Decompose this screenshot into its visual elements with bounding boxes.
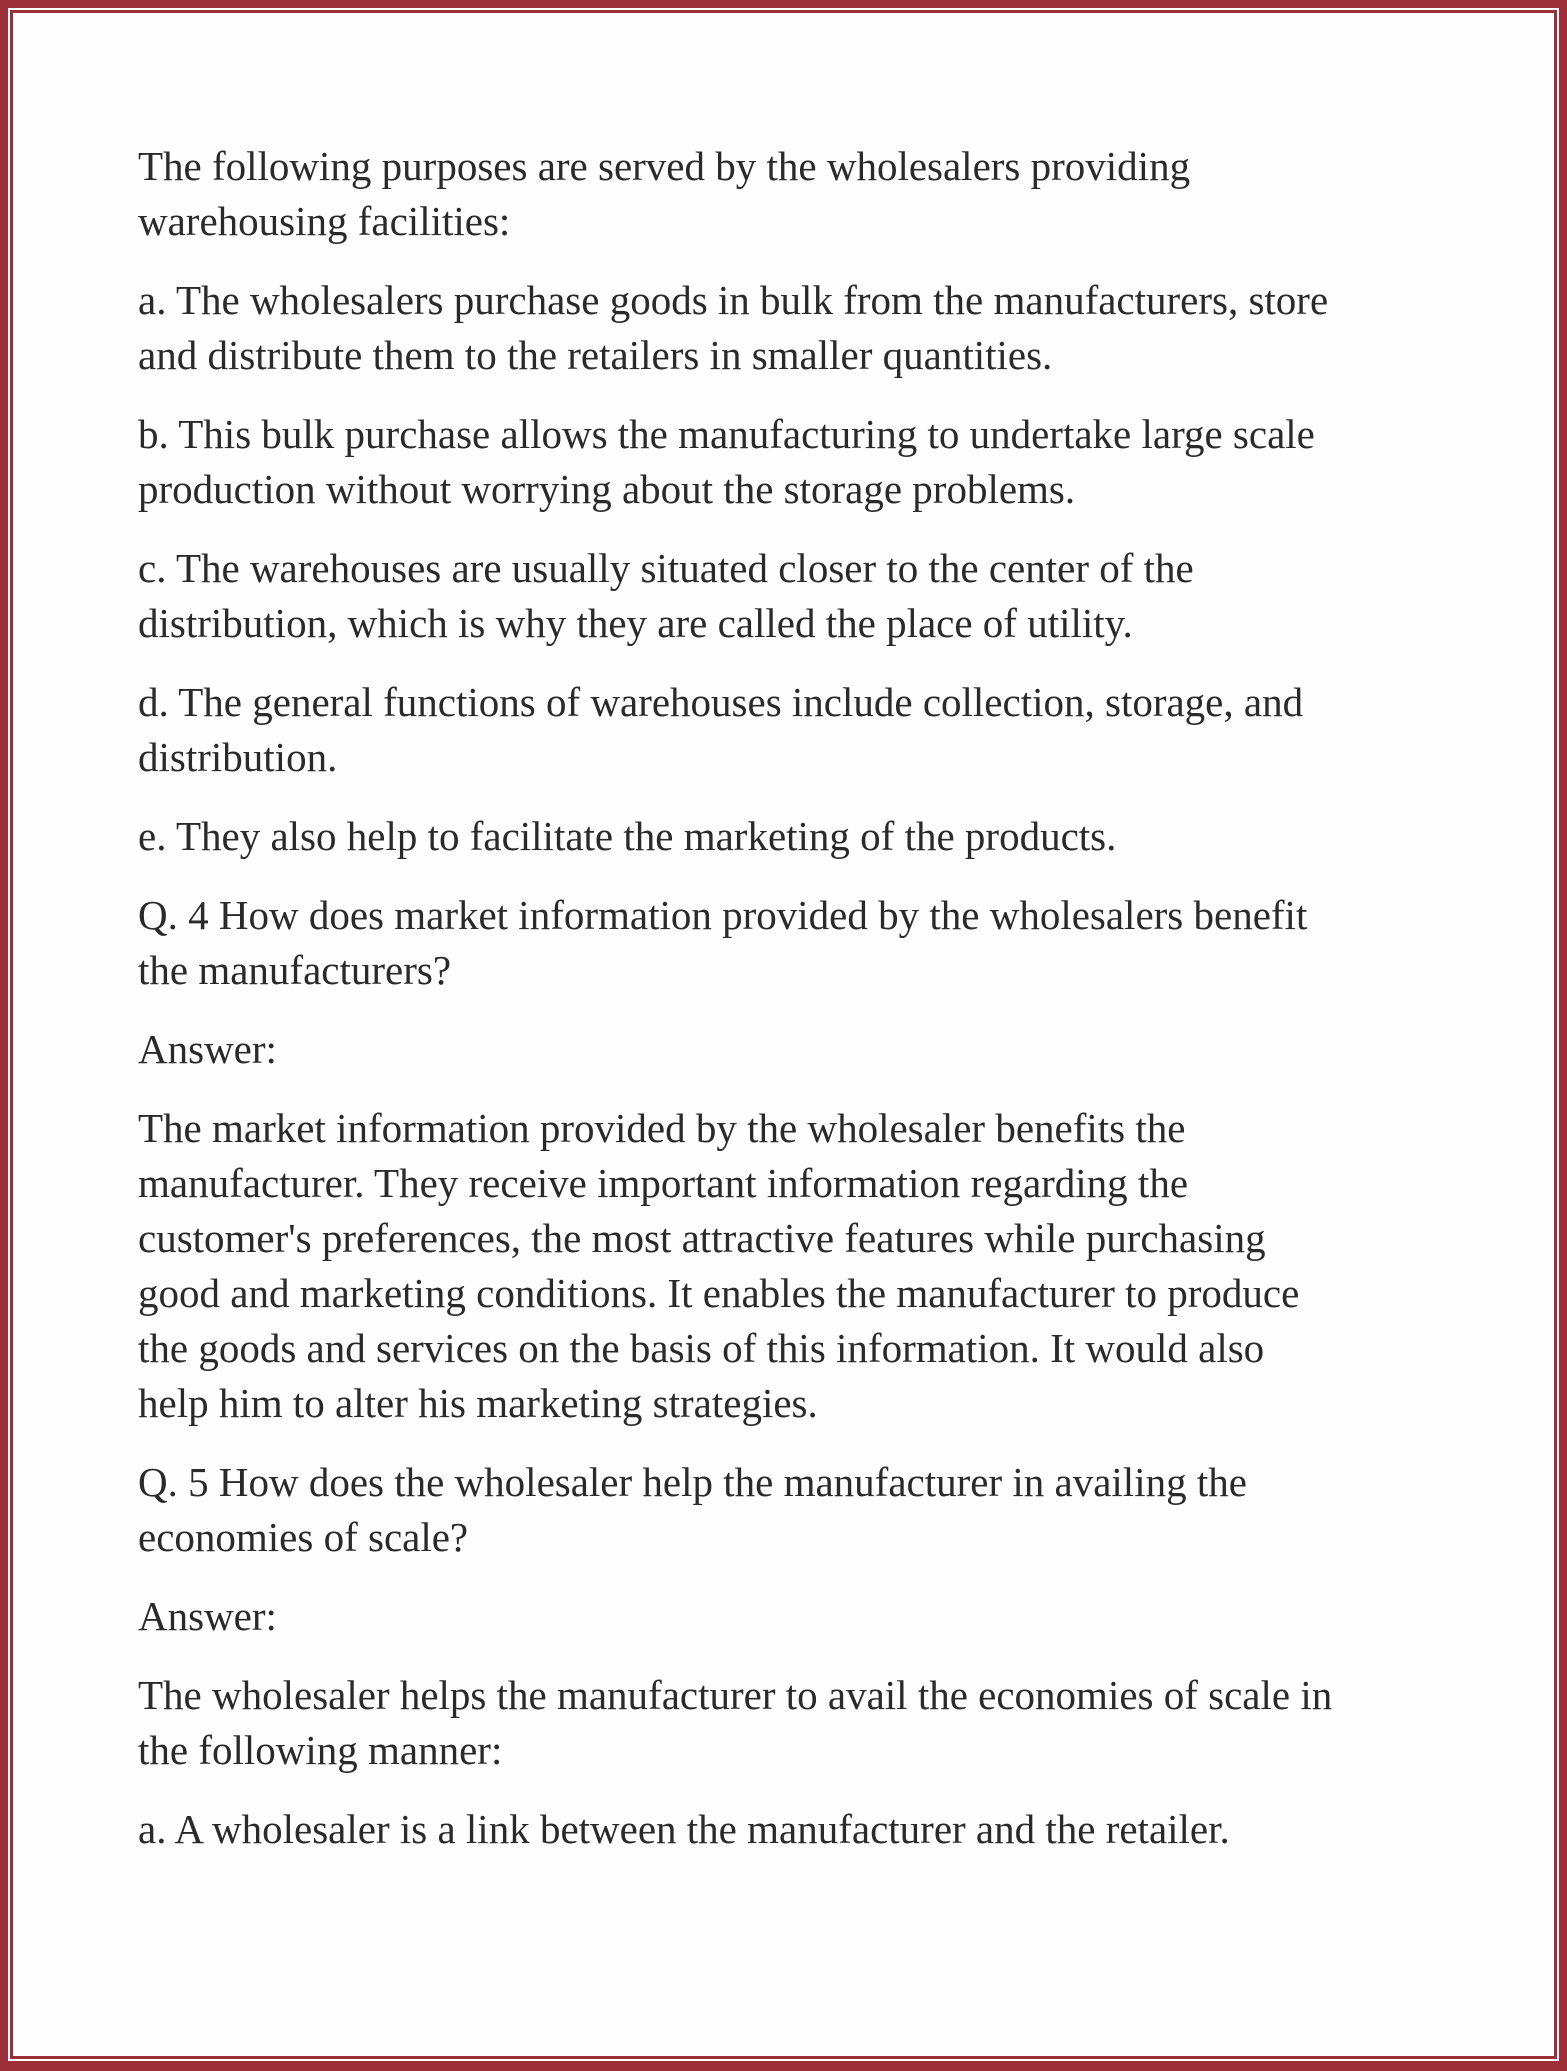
text-line: the goods and services on the basis of this information. It would also: [138, 1325, 1265, 1371]
text-line: a. The wholesalers purchase goods in bulk from the manufacturers, store: [138, 277, 1329, 323]
paragraph: [138, 1101, 1458, 1431]
text-line: b. This bulk purchase allows the manufacturing to undertake large scale: [138, 411, 1315, 457]
text-line: e. They also help to facilitate the marketing of the products.: [138, 813, 1117, 859]
paragraph: [138, 541, 1458, 651]
text-line: a. A wholesaler is a link between the manufacturer and the retailer.: [138, 1806, 1230, 1852]
paragraph: [138, 675, 1458, 785]
paragraph: [138, 1668, 1458, 1778]
text-line: The following purposes are served by the wholesalers providing: [138, 143, 1191, 189]
page: [8, 8, 1559, 2061]
paragraph: [138, 273, 1458, 383]
text-line: the manufacturers?: [138, 947, 452, 993]
text-line: the following manner:: [138, 1727, 503, 1773]
text-line: c. The warehouses are usually situated closer to the center of the: [138, 545, 1194, 591]
text-line: help him to alter his marketing strategies.: [138, 1380, 818, 1426]
document-body: [138, 139, 1458, 1881]
text-line: Answer:: [138, 1026, 277, 1072]
paragraph: [138, 407, 1458, 517]
paragraph: [138, 139, 1458, 249]
text-line: The wholesaler helps the manufacturer to avail the economies of scale in: [138, 1672, 1333, 1718]
text-line: Q. 5 How does the wholesaler help the manufacturer in availing the: [138, 1459, 1247, 1505]
paragraph: [138, 888, 1458, 998]
text-line: production without worrying about the storage problems.: [138, 466, 1076, 512]
paragraph: [138, 1802, 1458, 1857]
text-line: customer's preferences, the most attractive features while purchasing: [138, 1215, 1266, 1261]
paragraph: [138, 1022, 1458, 1077]
text-line: good and marketing conditions. It enables the manufacturer to produce: [138, 1270, 1300, 1316]
text-line: d. The general functions of warehouses include collection, storage, and: [138, 679, 1304, 725]
paragraph: [138, 809, 1458, 864]
text-line: warehousing facilities:: [138, 198, 511, 244]
page-border: [10, 10, 1557, 2059]
text-line: distribution.: [138, 734, 338, 780]
paragraph: [138, 1455, 1458, 1565]
text-line: distribution, which is why they are called the place of utility.: [138, 600, 1133, 646]
paragraph: [138, 1589, 1458, 1644]
text-line: and distribute them to the retailers in smaller quantities.: [138, 332, 1053, 378]
text-line: Q. 4 How does market information provided by the wholesalers benefit: [138, 892, 1308, 938]
text-line: Answer:: [138, 1593, 277, 1639]
text-line: manufacturer. They receive important information regarding the: [138, 1160, 1189, 1206]
text-line: economies of scale?: [138, 1514, 469, 1560]
text-line: The market information provided by the wholesaler benefits the: [138, 1105, 1186, 1151]
